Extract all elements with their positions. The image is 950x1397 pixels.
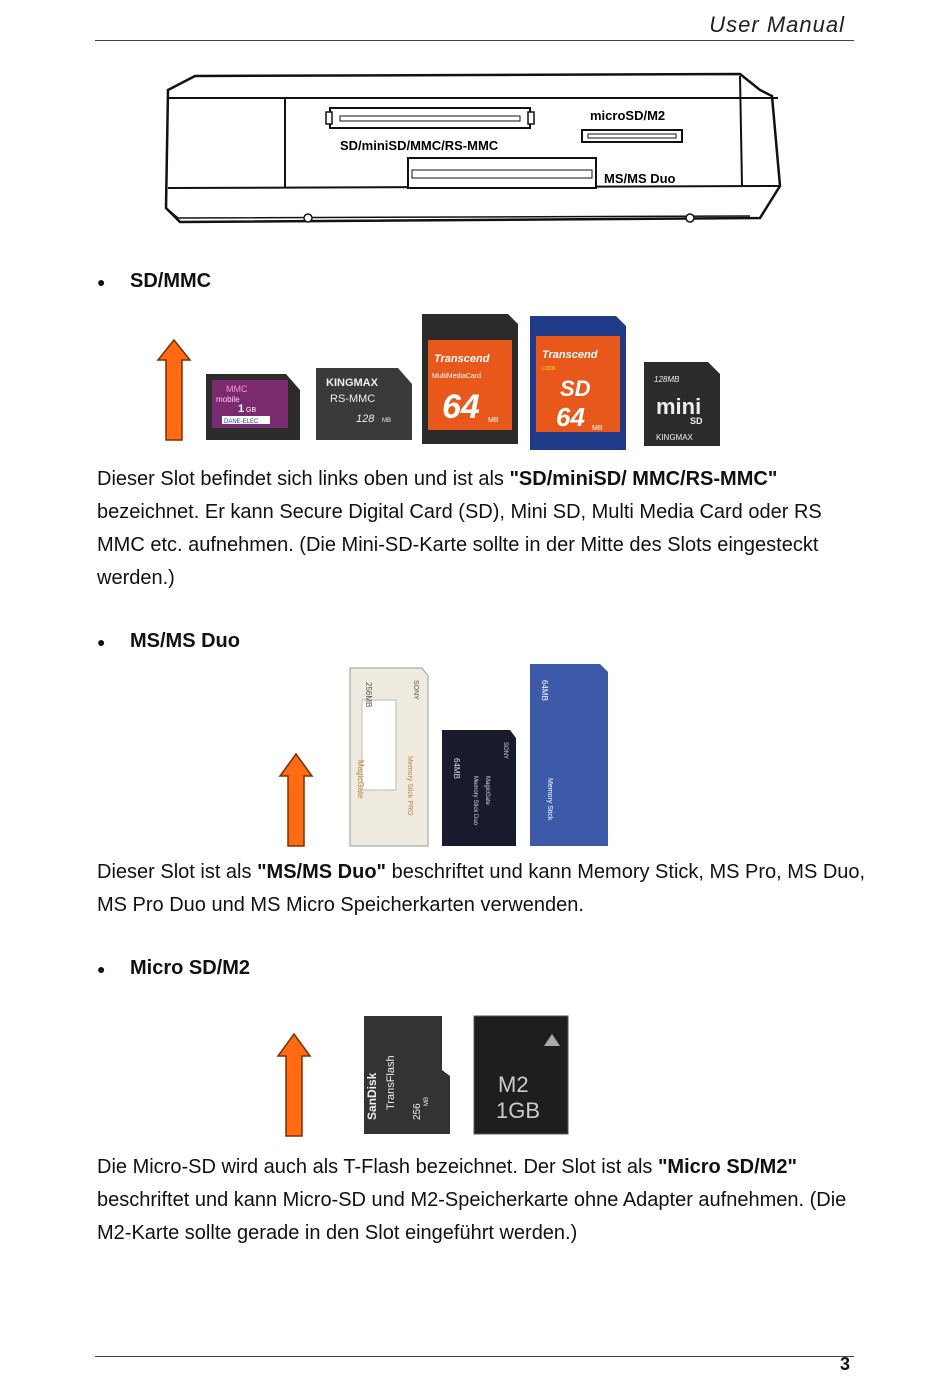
ms-duo-size: 64MB xyxy=(452,758,461,779)
ms-pro-label-a: MagicGate xyxy=(356,760,365,799)
mmc-brand: MMC xyxy=(226,384,248,394)
arrow-up-icon xyxy=(280,754,312,846)
section-heading-ms xyxy=(97,630,240,653)
section-heading-sd xyxy=(97,270,211,293)
sd-para-bold: "SD/miniSD/ MMC/RS-MMC" xyxy=(509,468,778,490)
transflash-brand: SanDisk xyxy=(365,1072,379,1120)
ms-duo-label-b: MagicGate xyxy=(484,776,490,806)
transflash-unit: MB xyxy=(424,1097,430,1106)
mmc-size-text: 64 xyxy=(442,388,480,426)
card-reader-illustration xyxy=(160,68,790,230)
ms-duo-label-a: Memory Stick Duo xyxy=(472,776,478,826)
transflash-card xyxy=(364,1016,450,1134)
mmc-maker: DANE-ELEC xyxy=(224,419,259,425)
arrow-up-icon xyxy=(278,1034,310,1136)
ms-pro-label-b: Memory Stick PRO xyxy=(406,756,413,816)
sd-brand: Transcend xyxy=(542,349,598,361)
ms-size: 64MB xyxy=(540,680,549,701)
slot-micro-label: microSD/M2 xyxy=(590,108,666,123)
rs-mmc-size: 128 xyxy=(356,413,375,425)
sd-para-post: bezeichnet. Er kann Secure Digital Card (SD), Mini SD, Multi Media Card oder RS MMC etc. aufnehmen. (Die Mini-SD-Karte sollte in der Mitte des Slots eingesteckt werden.) xyxy=(97,501,822,589)
section-heading-sd-text: SD/MMC xyxy=(130,270,212,292)
ms-pro-size: 256MB xyxy=(364,682,373,708)
rs-mmc-type: RS-MMC xyxy=(330,393,376,405)
section-heading-ms-text: MS/MS Duo xyxy=(130,630,240,652)
ms-pro-card xyxy=(350,668,428,846)
header-rule xyxy=(95,40,854,41)
bullet-icon: ● xyxy=(97,960,106,977)
sd-unit: MB xyxy=(592,425,603,432)
m2-type: M2 xyxy=(498,1072,529,1097)
ms-para-bold: "MS/MS Duo" xyxy=(257,861,387,883)
sd-card xyxy=(530,316,626,450)
mmc-unit: GB xyxy=(246,407,257,414)
ms-paragraph xyxy=(97,856,867,922)
transflash-size: 256 xyxy=(412,1103,423,1120)
ms-cards-image xyxy=(270,660,620,850)
m2-size: 1GB xyxy=(496,1098,541,1123)
minisd-type-a: mini xyxy=(656,394,702,419)
minisd-type-b: SD xyxy=(690,416,703,426)
sd-lock: LOCK xyxy=(542,366,556,372)
mmc-card xyxy=(422,314,518,444)
memory-stick-card xyxy=(530,664,608,846)
ms-para-post: beschriftet und kann Memory Stick, MS Pro, MS Duo, MS Pro Duo und MS Micro Speicherkarten verwenden. xyxy=(97,861,866,916)
minisd-card xyxy=(644,362,720,446)
mmc-size: 1 xyxy=(238,403,245,415)
slot-sd-label: SD/miniSD/MMC/RS-MMC xyxy=(340,138,499,153)
section-heading-micro-text: Micro SD/M2 xyxy=(130,957,251,979)
sd-para-pre: Dieser Slot befindet sich links oben und ist als xyxy=(97,468,510,490)
mmc-sub: mobile xyxy=(216,395,240,404)
mmc-transcend-brand: Transcend xyxy=(434,353,490,365)
micro-para-bold: "Micro SD/M2" xyxy=(657,1156,797,1178)
transflash-type: TransFlash xyxy=(385,1055,397,1110)
minisd-brand: KINGMAX xyxy=(656,433,693,442)
rs-mmc-unit: MB xyxy=(382,418,391,424)
micro-para-post: beschriftet und kann Micro-SD und M2-Speicherkarte ohne Adapter aufnehmen. (Die M2-Karte sollte gerade in den Slot eingeführt werden.) xyxy=(97,1189,847,1244)
minisd-size: 128MB xyxy=(654,375,680,384)
ms-label: Memory Stick xyxy=(546,778,553,821)
micro-cards-image xyxy=(270,1010,590,1140)
micro-para-pre: Die Micro-SD wird auch als T-Flash bezeichnet. Der Slot ist als xyxy=(97,1156,658,1178)
slot-ms-label: MS/MS Duo xyxy=(604,171,676,186)
micro-paragraph xyxy=(97,1151,867,1250)
ms-para-pre: Dieser Slot ist als xyxy=(97,861,258,883)
mmc-type: MultiMediaCard xyxy=(432,373,482,380)
mmc-mobile-card xyxy=(206,374,300,440)
section-heading-micro xyxy=(97,957,250,980)
sd-size: 64 xyxy=(556,402,585,432)
ms-duo-card xyxy=(442,730,516,846)
sd-cards-image xyxy=(150,310,730,455)
mmc-size-unit: MB xyxy=(488,417,499,424)
m2-card xyxy=(474,1016,568,1134)
bullet-icon: ● xyxy=(97,273,106,290)
ms-pro-brand: SONY xyxy=(412,680,419,700)
rs-mmc-brand: KINGMAX xyxy=(326,377,378,389)
page-number: 3 xyxy=(839,1354,850,1374)
ms-duo-brand: SONY xyxy=(502,742,508,760)
arrow-up-icon xyxy=(158,340,190,440)
header-title: User Manual xyxy=(709,12,845,37)
bullet-icon: ● xyxy=(97,633,106,650)
sd-paragraph xyxy=(97,463,867,595)
sd-type: SD xyxy=(560,376,591,401)
rs-mmc-card xyxy=(316,368,412,440)
footer-rule xyxy=(95,1356,854,1357)
